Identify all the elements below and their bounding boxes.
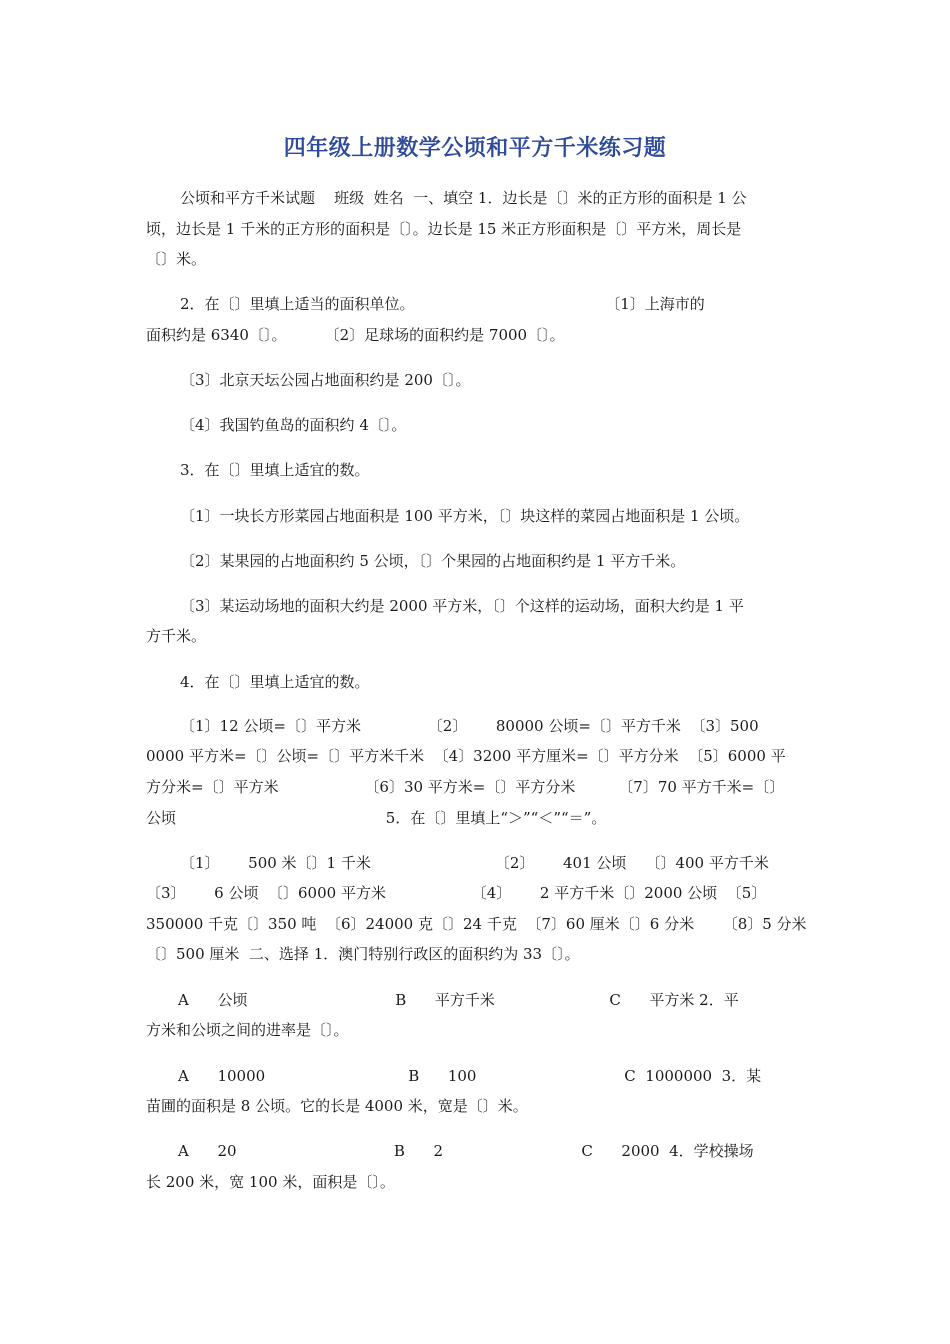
text-line: 方米和公顷之间的进率是〔〕。	[146, 1021, 349, 1039]
text-line: 〔3〕某运动场地的面积大约是 2000 平方米，〔〕个这样的运动场，面积大约是 1 平	[180, 597, 744, 615]
text-line: 〔2〕某果园的占地面积约 5 公顷，〔〕个果园的占地面积约是 1 平方千米。	[180, 552, 686, 570]
text-line: 顷，边长是 1 千米的正方形的面积是〔〕。边长是 15 米正方形面积是〔〕平方米，周长是	[146, 220, 742, 238]
text-line: 方千米。	[146, 627, 207, 645]
text-line: 〔1〕 500 米〔〕1 千米 〔2〕 401 公顷 〔〕400 平方千米	[180, 854, 769, 872]
text-line: 〔〕米。	[146, 250, 207, 268]
text-line: 〔3〕北京天坛公园占地面积约是 200〔〕。	[180, 371, 471, 389]
text-line: A 20 B 2 C 2000 4．学校操场	[178, 1142, 754, 1160]
text-line: 苗圃的面积是 8 公顷。它的长是 4000 米，宽是〔〕米。	[146, 1097, 528, 1115]
text-line: 0000 平方米=〔〕公顷=〔〕平方米千米 〔4〕3200 平方厘米=〔〕平方分米 〔5〕6000 平	[146, 747, 786, 765]
text-line: 〔1〕一块长方形菜园占地面积是 100 平方米，〔〕块这样的菜园占地面积是 1 公顷。	[180, 507, 750, 525]
text-line: 〔4〕我国钓鱼岛的面积约 4〔〕。	[180, 416, 407, 434]
text-line: A 公顷 B 平方千米 C 平方米 2．平	[178, 991, 739, 1009]
text-line: 公顷 5．在〔〕里填上“＞”“＜”“＝”。	[146, 809, 607, 827]
text-line: 〔1〕12 公顷=〔〕平方米 〔2〕 80000 公顷=〔〕平方千米 〔3〕500	[180, 717, 759, 735]
text-line: 长 200 米，宽 100 米，面积是〔〕。	[146, 1173, 395, 1191]
page-title: 四年级上册数学公顷和平方千米练习题	[283, 136, 667, 161]
text-line: 350000 千克〔〕350 吨 〔6〕24000 克〔〕24 千克 〔7〕60 厘米〔〕6 分米 〔8〕5 分米	[146, 915, 807, 933]
text-line: A 10000 B 100 C 1000000 3．某	[178, 1067, 762, 1085]
text-line: 〔〕500 厘米 二、选择 1．澳门特别行政区的面积约为 33〔〕。	[146, 945, 580, 963]
text-line: 4．在〔〕里填上适宜的数。	[180, 673, 370, 691]
text-line: 方分米=〔〕平方米 〔6〕30 平方米=〔〕平方分米 〔7〕70 平方千米=〔〕	[146, 778, 785, 796]
text-line: 〔3〕 6 公顷 〔〕6000 平方米 〔4〕 2 平方千米〔〕2000 公顷 〔5〕	[146, 884, 767, 902]
text-line: 面积约是 6340〔〕。 〔2〕足球场的面积约是 7000〔〕。	[146, 326, 565, 344]
text-line: 2．在〔〕里填上适当的面积单位。 〔1〕上海市的	[180, 295, 705, 313]
text-line: 3．在〔〕里填上适宜的数。	[180, 461, 370, 479]
text-line: 公顷和平方千米试题 班级 姓名 一、填空 1．边长是〔〕米的正方形的面积是 1 公	[180, 189, 747, 207]
